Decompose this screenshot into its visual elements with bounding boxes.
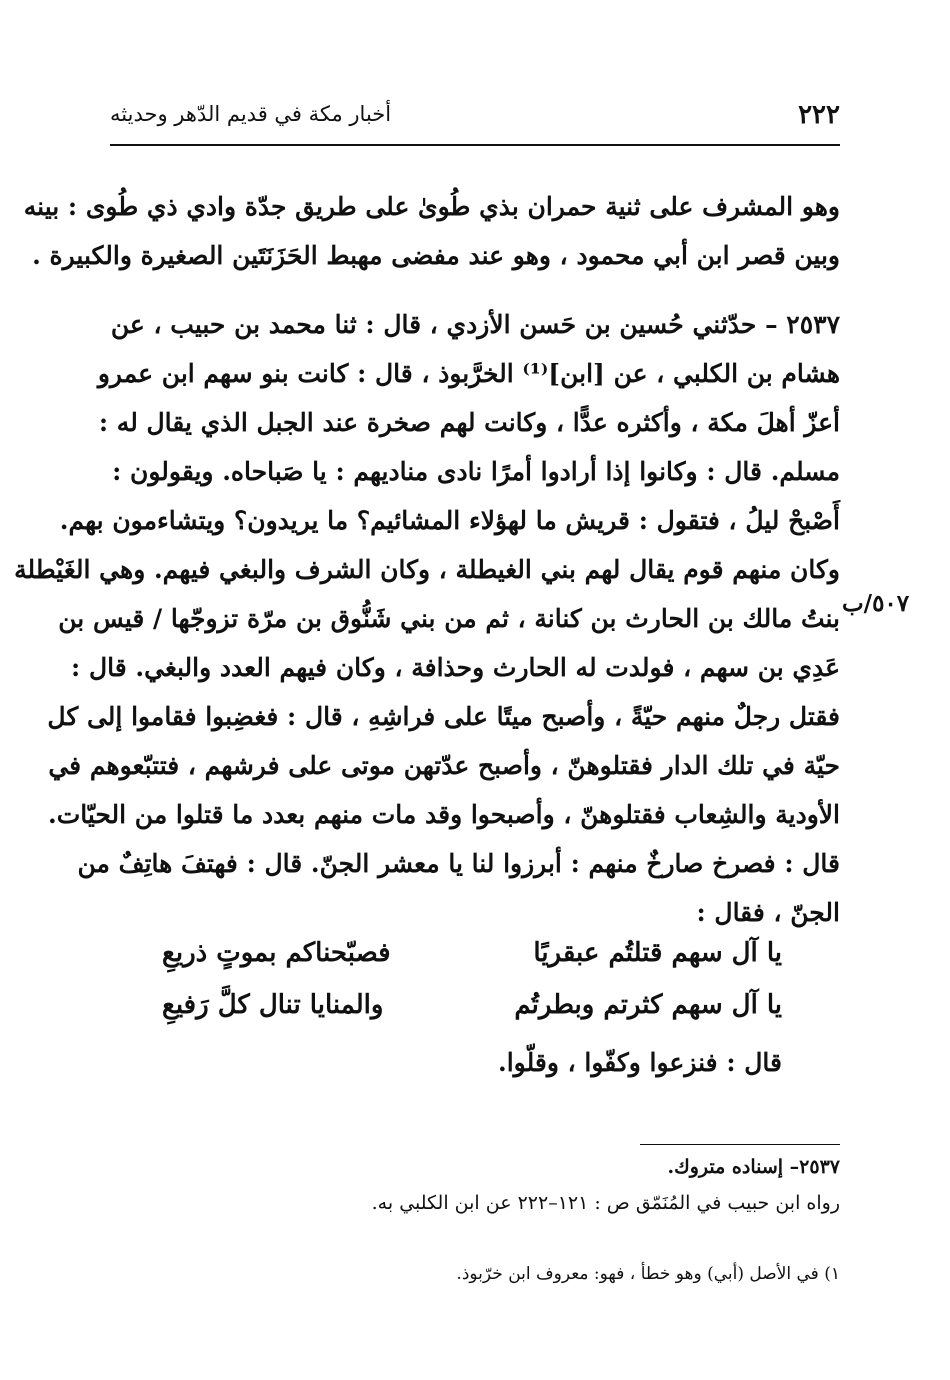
text-line: ٢٥٣٧ – حدّثني حُسين بن حَسن الأزدي ، قال : ثنا محمد بن حبيب ، عن	[110, 310, 840, 339]
text-line: مسلم. قال : وكانوا إذا أرادوا أمرًا نادى مناديهم : يا صَباحاه. ويقولون :	[112, 457, 840, 486]
verse-second-hemistich: فصبّحناكم بموتٍ ذريعِ	[162, 938, 391, 968]
text-line: قال : فصرخ صارخٌ منهم : أبرزوا لنا يا معشر الجنّ. قال : فهتفَ هاتِفٌ من	[77, 849, 840, 878]
page-number: ٢٢٢	[798, 100, 840, 130]
header-divider	[110, 144, 840, 146]
manuscript-folio-reference: ٥٠٧/ب	[842, 590, 910, 617]
text-line: فقتل رجلٌ منهم حيّةً ، وأصبح ميتًا على فراشِهِ ، قال : فغضِبوا فقاموا إلى كل	[47, 702, 840, 731]
verse-first-hemistich: يا آل سهم قتلتُم عبقريًا	[533, 938, 782, 968]
running-title: أخبار مكة في قديم الدّهر وحديثه	[110, 102, 392, 126]
text-line: وكان منهم قوم يقال لهم بني الغيطلة ، وكان الشرف والبغي فيهم. وهي الغَيْطلة	[14, 555, 840, 584]
text-line: أَصْبحْ ليلُ ، فتقول : قريش ما لهؤلاء المشائيم؟ ما يريدون؟ ويتشاءمون بهم.	[59, 506, 840, 535]
text-line: بنتُ مالك بن الحارث بن كنانة ، ثم من بني شَنُّوق بن مرّة تزوجّها / قيس بن	[58, 604, 840, 633]
text-line: أعزّ أهلَ مكة ، وأكثره عدًّا ، وكانت لهم صخرة عند الجبل الذي يقال له :	[98, 408, 840, 437]
poem	[162, 938, 782, 1042]
text-line: هشام بن الكلبي ، عن [ابن]⁽¹⁾ الخرَّبوذ ، قال : كانت بنو سهم ابن عمرو	[97, 359, 840, 388]
text-line: الأودية والشِعاب فقتلوهنّ ، وأصبحوا وقد مات منهم بعدد ما قتلوا من الحيّات.	[48, 800, 840, 829]
footnote-source: رواه ابن حبيب في المُنَمّق ص : ١٢١–٢٢٢ عن ابن الكلبي به.	[371, 1192, 840, 1214]
text-line: حيّة في تلك الدار فقتلوهنّ ، وأصبح عدّتهن موتى على فرشهم ، فتتبّعوهم في	[48, 751, 840, 780]
footnote-1: ١) في الأصل (أبي) وهو خطأ ، فهو: معروف ابن خرّبوذ.	[456, 1264, 840, 1284]
verse-first-hemistich: يا آل سهم كثرتم وبطرتُم	[514, 990, 782, 1020]
text-line: وبين قصر ابن أبي محمود ، وهو عند مفضى مهبط الحَزَنَتَين الصغيرة والكبيرة .	[32, 241, 840, 270]
intro-paragraph	[23, 182, 840, 280]
text-line: عَدِي بن سهم ، فولدت له الحارث وحذافة ، وكان فيهم العدد والبغي. قال :	[71, 653, 840, 682]
footnote-divider	[640, 1144, 840, 1145]
closing-line: قال : فنزعوا وكفّوا ، وقلّوا.	[498, 1048, 782, 1077]
text-line: وهو المشرف على ثنية حمران بذي طُوىٰ على طريق جدّة وادي ذي طُوى : بينه	[23, 192, 840, 221]
poem-verse	[162, 938, 782, 990]
poem-verse	[162, 990, 782, 1042]
verse-second-hemistich: والمنايا تنال كلَّ رَفيعِ	[162, 990, 384, 1020]
text-line: الجنّ ، فقال :	[696, 898, 840, 927]
report-2537	[14, 300, 840, 937]
footnote-isnad: ٢٥٣٧– إسناده متروك.	[667, 1156, 840, 1178]
page-header	[110, 96, 840, 132]
